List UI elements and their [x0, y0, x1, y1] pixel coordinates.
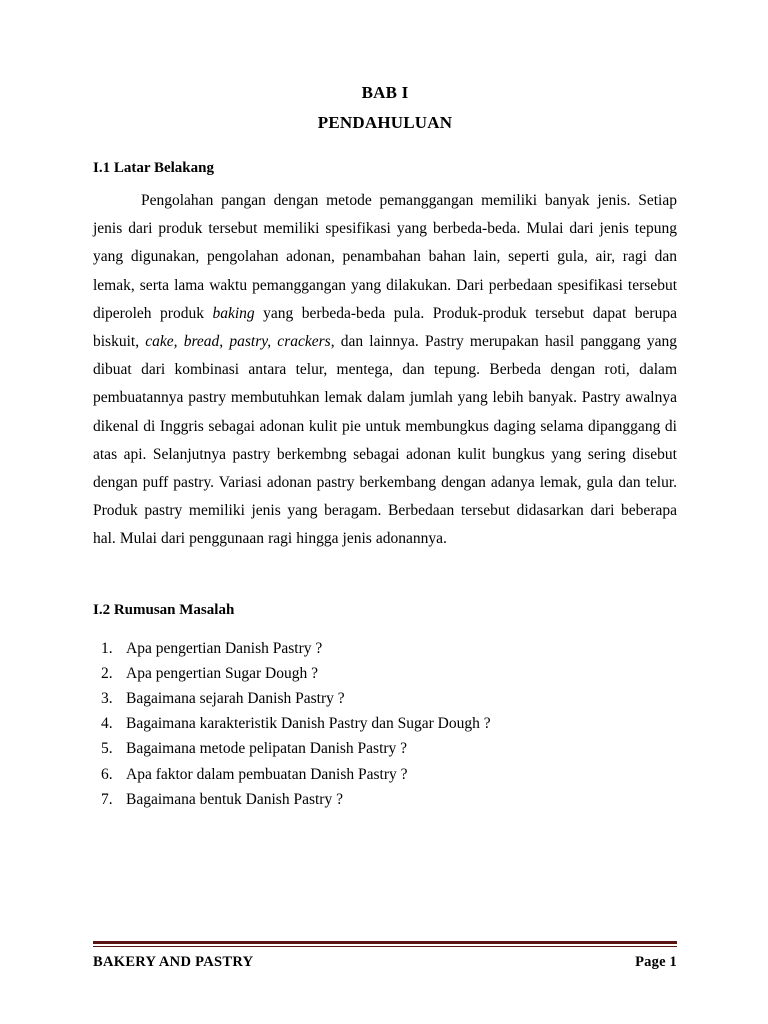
footer-page-number: Page 1 [635, 954, 677, 970]
list-item [93, 762, 677, 787]
paragraph-text-part-1: Pengolahan pangan dengan metode pemanggangan memiliki banyak jenis. Setiap jenis dari produk tersebut memiliki spesifikasi yang berbeda-beda. Mulai dari jenis tepung yang digunakan, pengolahan adonan, penambahan bahan lain, seperti gula, air, ragi dan lemak, serta lama waktu pemanggangan yang dilakukan. Dari perbedaan spesifikasi tersebut diperoleh produk [93, 192, 677, 322]
page-content [93, 78, 677, 812]
list-item [93, 636, 677, 661]
section-heading-rumusan-masalah: I.2 Rumusan Masalah [93, 601, 235, 618]
list-item-number: 7. [101, 790, 113, 808]
rumusan-masalah-list [93, 636, 677, 812]
chapter-subtitle: PENDAHULUAN [317, 113, 453, 132]
list-item-number: 3. [101, 690, 113, 708]
italic-term-product-list: cake, bread, pastry, crackers [145, 333, 331, 351]
chapter-title: BAB I [361, 83, 409, 102]
footer-document-title: BAKERY AND PASTRY [93, 954, 254, 970]
paragraph-text-part-3: , dan lainnya. Pastry merupakan hasil panggang yang dibuat dari kombinasi antara telur, mentega, dan tepung. Berbeda dengan roti, dalam pembuatannya pastry membutuhkan lemak dalam jumlah yang lebih banyak. Pastry awalnya dikenal di Inggris sebagai adonan kulit pie untuk membungkus daging selama dipanggang di atas api. Selanjutnya pastry berkembng sebagai adonan kulit bungkus yang sering disebut dengan puff pastry. Variasi adonan pastry berkembang dengan adanya lemak, gula dan telur. Produk pastry memiliki jenis yang beragam. Berbedaan tersebut didasarkan dari beberapa hal. Mulai dari penggunaan ragi hingga jenis adonannya. [93, 333, 677, 548]
list-item-number: 4. [101, 715, 113, 733]
italic-term-baking: baking [212, 304, 255, 322]
list-item [93, 661, 677, 686]
footer-row [93, 954, 677, 971]
list-item [93, 711, 677, 736]
footer-rule-thin [93, 946, 677, 947]
list-item [93, 787, 677, 812]
list-item-number: 1. [101, 639, 113, 657]
list-item-number: 6. [101, 765, 113, 783]
list-item-label: Bagaimana sejarah Danish Pastry ? [126, 690, 345, 708]
page-footer [93, 941, 677, 971]
list-item [93, 686, 677, 711]
section-heading-latar-belakang: I.1 Latar Belakang [93, 160, 214, 176]
list-item [93, 736, 677, 761]
body-paragraph-latar-belakang [93, 187, 677, 554]
list-item-number: 2. [101, 664, 113, 682]
list-item-label: Apa pengertian Sugar Dough ? [126, 664, 318, 682]
list-item-number: 5. [101, 740, 113, 758]
list-item-label: Bagaimana bentuk Danish Pastry ? [126, 790, 343, 808]
list-item-label: Bagaimana karakteristik Danish Pastry dan Sugar Dough ? [126, 715, 491, 733]
list-item-label: Apa faktor dalam pembuatan Danish Pastry ? [126, 765, 408, 783]
list-item-label: Bagaimana metode pelipatan Danish Pastry ? [126, 740, 408, 758]
list-item-label: Apa pengertian Danish Pastry ? [126, 639, 323, 657]
paragraph-text-part-2: yang berbeda-beda pula. Produk-produk tersebut dapat berupa biskuit, [93, 304, 677, 351]
